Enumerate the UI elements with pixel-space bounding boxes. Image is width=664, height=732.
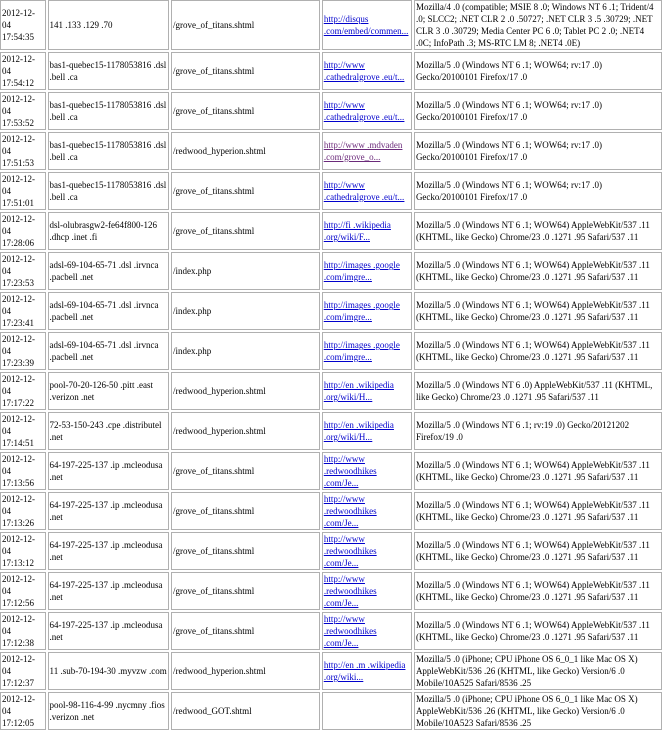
log-row (0, 372, 662, 410)
user-agent-cell: Mozilla/5 .0 (Windows NT 6 .1; WOW64) AppleWebKit/537 .11 (KHTML, like Gecko) Chrome/23 .0 .1271 .95 Safari/537 .11 (414, 572, 662, 610)
referrer-cell (322, 332, 412, 370)
log-row (0, 612, 662, 650)
date-text: 2012-12-04 (2, 8, 35, 30)
page-cell: /index.php (171, 292, 320, 330)
host-cell: bas1-quebec15-1178053816 .dsl .bell .ca (48, 92, 169, 130)
referrer-cell (322, 372, 412, 410)
host-cell: adsl-69-104-65-71 .dsl .irvnca .pacbell .net (48, 252, 169, 290)
referrer-cell (322, 412, 412, 450)
log-row (0, 0, 662, 50)
date-text: 2012-12-04 (2, 174, 35, 196)
referrer-link[interactable]: http://www .redwoodhikes .com/Je... (323, 494, 377, 528)
date-text: 2012-12-04 (2, 214, 35, 236)
log-row (0, 452, 662, 490)
referrer-cell (322, 212, 412, 250)
referrer-cell (322, 612, 412, 650)
date-text: 2012-12-04 (2, 574, 35, 596)
time-text: 17:51:01 (2, 198, 35, 208)
user-agent-cell: Mozilla/5 .0 (Windows NT 6 .0) AppleWebKit/537 .11 (KHTML, like Gecko) Chrome/23 .0 .1271 .95 Safari/537 .11 (414, 372, 662, 410)
user-agent-cell: Mozilla/5 .0 (Windows NT 6 .1; rv:19 .0) Gecko/20121202 Firefox/19 .0 (414, 412, 662, 450)
date-text: 2012-12-04 (2, 654, 35, 676)
referrer-cell (322, 252, 412, 290)
referrer-link[interactable]: http://www .cathedralgrove .eu/t... (323, 100, 405, 122)
time-text: 17:28:06 (2, 238, 35, 248)
referrer-cell (322, 172, 412, 210)
host-cell: 72-53-150-243 .cpe .distributel .net (48, 412, 169, 450)
date-text: 2012-12-04 (2, 534, 35, 556)
timestamp-cell (0, 612, 46, 650)
time-text: 17:54:12 (2, 78, 35, 88)
user-agent-cell: Mozilla/5 .0 (Windows NT 6 .1; WOW64) AppleWebKit/537 .11 (KHTML, like Gecko) Chrome/23 .0 .1271 .95 Safari/537 .11 (414, 612, 662, 650)
user-agent-cell: Mozilla/5 .0 (Windows NT 6 .1; WOW64) AppleWebKit/537 .11 (KHTML, like Gecko) Chrome/23 .0 .1271 .95 Safari/537 .11 (414, 492, 662, 530)
user-agent-cell: Mozilla/5 .0 (iPhone; CPU iPhone OS 6_0_1 like Mac OS X) AppleWebKit/536 .26 (KHTML, like Gecko) Version/6 .0 Mobile/10A525 Safari/8536 .25 (414, 652, 662, 690)
referrer-cell (322, 52, 412, 90)
page-cell: /grove_of_titans.shtml (171, 532, 320, 570)
log-row (0, 332, 662, 370)
page-cell: /redwood_hyperion.shtml (171, 652, 320, 690)
log-row (0, 252, 662, 290)
time-text: 17:12:38 (2, 638, 35, 648)
page-cell: /grove_of_titans.shtml (171, 452, 320, 490)
page-cell: /grove_of_titans.shtml (171, 172, 320, 210)
timestamp-cell (0, 292, 46, 330)
host-cell: bas1-quebec15-1178053816 .dsl .bell .ca (48, 52, 169, 90)
host-cell: 11 .sub-70-194-30 .myvzw .com (48, 652, 169, 690)
timestamp-cell (0, 532, 46, 570)
host-cell: bas1-quebec15-1178053816 .dsl .bell .ca (48, 132, 169, 170)
time-text: 17:23:39 (2, 358, 35, 368)
referrer-link[interactable]: http://www .redwoodhikes .com/Je... (323, 454, 377, 488)
log-row (0, 132, 662, 170)
log-row (0, 492, 662, 530)
referrer-cell (322, 572, 412, 610)
page-cell: /grove_of_titans.shtml (171, 492, 320, 530)
timestamp-cell (0, 0, 46, 50)
referrer-link[interactable]: http://www .cathedralgrove .eu/t... (323, 60, 405, 82)
referrer-link[interactable]: http://images .google .com/imgre... (323, 340, 400, 362)
host-cell: pool-70-20-126-50 .pitt .east .verizon .net (48, 372, 169, 410)
referrer-link[interactable]: http://www .mdvaden .com/grove_o... (323, 140, 403, 162)
host-cell: bas1-quebec15-1178053816 .dsl .bell .ca (48, 172, 169, 210)
referrer-link[interactable]: http://www .redwoodhikes .com/Je... (323, 574, 377, 608)
timestamp-cell (0, 652, 46, 690)
referrer-link[interactable]: http://www .redwoodhikes .com/Je... (323, 614, 377, 648)
date-text: 2012-12-04 (2, 694, 35, 716)
page-cell: /index.php (171, 252, 320, 290)
referrer-cell (322, 692, 412, 730)
host-cell: 141 .133 .129 .70 (48, 0, 169, 50)
date-text: 2012-12-04 (2, 374, 35, 396)
user-agent-cell: Mozilla/5 .0 (Windows NT 6 .1; WOW64; rv:17 .0) Gecko/20100101 Firefox/17 .0 (414, 92, 662, 130)
timestamp-cell (0, 572, 46, 610)
time-text: 17:51:53 (2, 158, 35, 168)
referrer-cell (322, 452, 412, 490)
page-cell: /index.php (171, 332, 320, 370)
referrer-link[interactable]: http://en .wikipedia .org/wiki/H... (323, 420, 394, 442)
date-text: 2012-12-04 (2, 54, 35, 76)
date-text: 2012-12-04 (2, 614, 35, 636)
page-cell: /redwood_hyperion.shtml (171, 412, 320, 450)
referrer-link[interactable]: http://disqus .com/embed/commen... (323, 14, 409, 36)
referrer-link[interactable]: http://fi .wikipedia .org/wiki/F... (323, 220, 391, 242)
date-text: 2012-12-04 (2, 294, 35, 316)
user-agent-cell: Mozilla/5 .0 (Windows NT 6 .1; WOW64; rv:17 .0) Gecko/20100101 Firefox/17 .0 (414, 52, 662, 90)
date-text: 2012-12-04 (2, 94, 35, 116)
time-text: 17:53:52 (2, 118, 35, 128)
timestamp-cell (0, 332, 46, 370)
log-row (0, 92, 662, 130)
date-text: 2012-12-04 (2, 414, 35, 436)
user-agent-cell: Mozilla/4 .0 (compatible; MSIE 8 .0; Windows NT 6 .1; Trident/4 .0; SLCC2; .NET CLR 2 .0 .50727; .NET CLR 3 .5 .30729; .NET CLR 3 .0 .30729; Media Center PC 6 .0; Tablet PC 2 .0; .NET4 .0C; InfoPath .3; MS-RTC LM 8; .NET4 .0E) (414, 0, 662, 50)
host-cell: pool-98-116-4-99 .nycmny .fios .verizon .net (48, 692, 169, 730)
timestamp-cell (0, 452, 46, 490)
timestamp-cell (0, 692, 46, 730)
timestamp-cell (0, 412, 46, 450)
user-agent-cell: Mozilla/5 .0 (Windows NT 6 .1; WOW64) AppleWebKit/537 .11 (KHTML, like Gecko) Chrome/23 .0 .1271 .95 Safari/537 .11 (414, 332, 662, 370)
user-agent-cell: Mozilla/5 .0 (iPhone; CPU iPhone OS 6_0_1 like Mac OS X) AppleWebKit/536 .26 (KHTML, like Gecko) Version/6 .0 Mobile/10A523 Safari/8536 .25 (414, 692, 662, 730)
page-cell: /grove_of_titans.shtml (171, 212, 320, 250)
log-row (0, 52, 662, 90)
user-agent-cell: Mozilla/5 .0 (Windows NT 6 .1; WOW64; rv:17 .0) Gecko/20100101 Firefox/17 .0 (414, 132, 662, 170)
page-cell: /redwood_hyperion.shtml (171, 372, 320, 410)
page-cell: /grove_of_titans.shtml (171, 52, 320, 90)
referrer-link[interactable]: http://www .cathedralgrove .eu/t... (323, 180, 405, 202)
page-cell: /grove_of_titans.shtml (171, 572, 320, 610)
time-text: 17:54:35 (2, 32, 35, 42)
log-row (0, 692, 662, 730)
timestamp-cell (0, 252, 46, 290)
time-text: 17:12:05 (2, 718, 35, 728)
user-agent-cell: Mozilla/5 .0 (Windows NT 6 .1; WOW64; rv:17 .0) Gecko/20100101 Firefox/17 .0 (414, 172, 662, 210)
host-cell: adsl-69-104-65-71 .dsl .irvnca .pacbell .net (48, 332, 169, 370)
log-row (0, 292, 662, 330)
date-text: 2012-12-04 (2, 334, 35, 356)
referrer-cell (322, 0, 412, 50)
log-row (0, 572, 662, 610)
time-text: 17:12:56 (2, 598, 35, 608)
time-text: 17:23:53 (2, 278, 35, 288)
log-row (0, 212, 662, 250)
time-text: 17:23:41 (2, 318, 35, 328)
host-cell: adsl-69-104-65-71 .dsl .irvnca .pacbell .net (48, 292, 169, 330)
user-agent-cell: Mozilla/5 .0 (Windows NT 6 .1; WOW64) AppleWebKit/537 .11 (KHTML, like Gecko) Chrome/23 .0 .1271 .95 Safari/537 .11 (414, 532, 662, 570)
timestamp-cell (0, 492, 46, 530)
page-cell: /redwood_hyperion.shtml (171, 132, 320, 170)
timestamp-cell (0, 212, 46, 250)
time-text: 17:14:51 (2, 438, 35, 448)
page-cell: /grove_of_titans.shtml (171, 0, 320, 50)
referrer-cell (322, 132, 412, 170)
referrer-link[interactable]: http://en .wikipedia .org/wiki/H... (323, 380, 394, 402)
host-cell: 64-197-225-137 .ip .mcleodusa .net (48, 612, 169, 650)
host-cell: 64-197-225-137 .ip .mcleodusa .net (48, 492, 169, 530)
time-text: 17:12:37 (2, 678, 35, 688)
referrer-link[interactable]: http://images .google .com/imgre... (323, 300, 400, 322)
referrer-link[interactable]: http://images .google .com/imgre... (323, 260, 400, 282)
page-cell: /redwood_GOT.shtml (171, 692, 320, 730)
referrer-cell (322, 652, 412, 690)
timestamp-cell (0, 52, 46, 90)
host-cell: 64-197-225-137 .ip .mcleodusa .net (48, 572, 169, 610)
user-agent-cell: Mozilla/5 .0 (Windows NT 6 .1; WOW64) AppleWebKit/537 .11 (KHTML, like Gecko) Chrome/23 .0 .1271 .95 Safari/537 .11 (414, 452, 662, 490)
host-cell: dsl-olubrasgw2-fe64f800-126 .dhcp .inet .fi (48, 212, 169, 250)
host-cell: 64-197-225-137 .ip .mcleodusa .net (48, 452, 169, 490)
log-row (0, 652, 662, 690)
timestamp-cell (0, 132, 46, 170)
date-text: 2012-12-04 (2, 254, 35, 276)
host-cell: 64-197-225-137 .ip .mcleodusa .net (48, 532, 169, 570)
time-text: 17:13:56 (2, 478, 35, 488)
user-agent-cell: Mozilla/5 .0 (Windows NT 6 .1; WOW64) AppleWebKit/537 .11 (KHTML, like Gecko) Chrome/23 .0 .1271 .95 Safari/537 .11 (414, 212, 662, 250)
time-text: 17:13:26 (2, 518, 35, 528)
referrer-cell (322, 532, 412, 570)
referrer-link[interactable]: http://en .m .wikipedia .org/wiki... (323, 660, 406, 682)
referrer-link[interactable]: http://www .redwoodhikes .com/Je... (323, 534, 377, 568)
log-row (0, 532, 662, 570)
referrer-cell (322, 92, 412, 130)
timestamp-cell (0, 92, 46, 130)
date-text: 2012-12-04 (2, 134, 35, 156)
user-agent-cell: Mozilla/5 .0 (Windows NT 6 .1; WOW64) AppleWebKit/537 .11 (KHTML, like Gecko) Chrome/23 .0 .1271 .95 Safari/537 .11 (414, 252, 662, 290)
date-text: 2012-12-04 (2, 454, 35, 476)
date-text: 2012-12-04 (2, 494, 35, 516)
page-cell: /grove_of_titans.shtml (171, 612, 320, 650)
page-cell: /grove_of_titans.shtml (171, 92, 320, 130)
log-row (0, 412, 662, 450)
time-text: 17:17:22 (2, 398, 35, 408)
timestamp-cell (0, 172, 46, 210)
user-agent-cell: Mozilla/5 .0 (Windows NT 6 .1; WOW64) AppleWebKit/537 .11 (KHTML, like Gecko) Chrome/23 .0 .1271 .95 Safari/537 .11 (414, 292, 662, 330)
referrer-cell (322, 492, 412, 530)
referrer-cell (322, 292, 412, 330)
log-row (0, 172, 662, 210)
time-text: 17:13:12 (2, 558, 35, 568)
timestamp-cell (0, 372, 46, 410)
